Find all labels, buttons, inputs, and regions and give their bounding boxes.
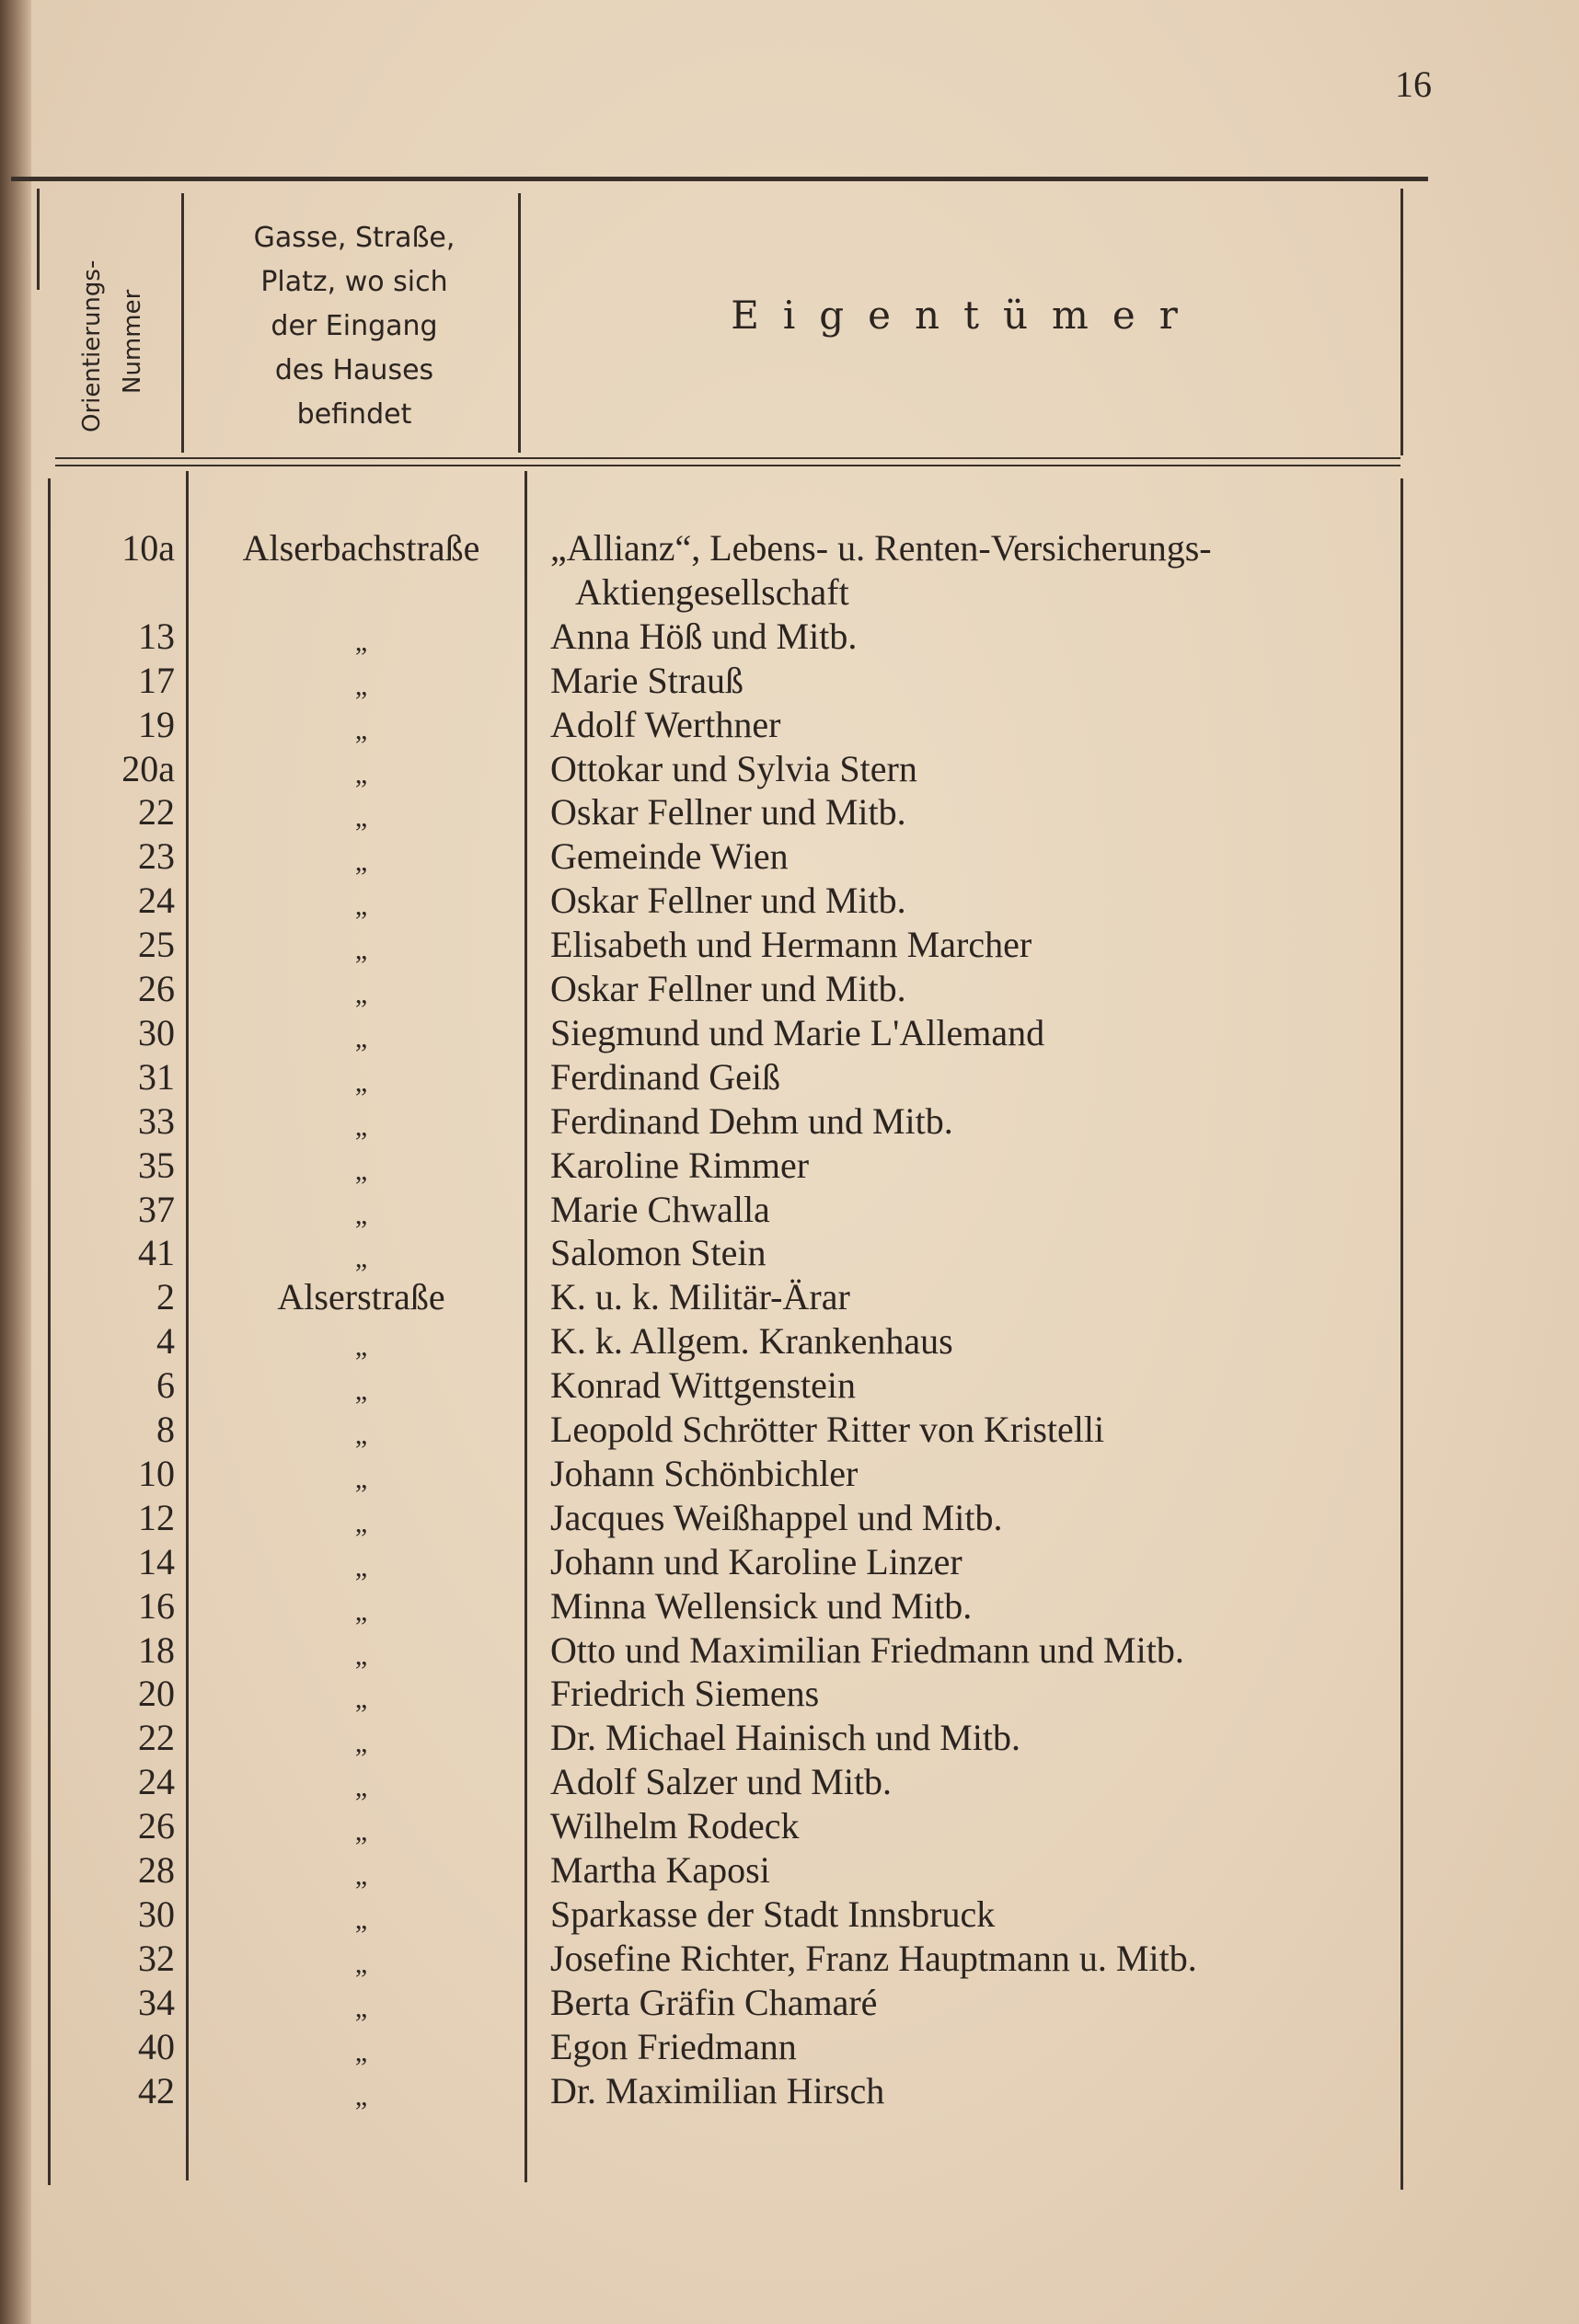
row-number: 23 (138, 835, 175, 878)
row-number: 12 (138, 1496, 175, 1538)
row-number: 37 (138, 1188, 175, 1230)
header-rule-top (55, 457, 1400, 459)
row-number: 22 (138, 791, 175, 834)
row-street: „ (354, 2080, 368, 2111)
row-street: „ (354, 714, 368, 745)
row-owner: Anna Höß und Mitb. (550, 615, 858, 657)
row-street: „ (354, 1684, 368, 1715)
row-number: 31 (138, 1055, 175, 1098)
header-number-line-1: Orientierungs- (78, 259, 106, 432)
row-number: 22 (138, 1717, 175, 1759)
row-number: 30 (138, 1011, 175, 1053)
row-owner: Adolf Salzer und Mitb. (550, 1761, 893, 1803)
row-owner: Karoline Rimmer (550, 1144, 810, 1186)
row-owner: Jacques Weißhappel und Mitb. (550, 1496, 1003, 1538)
row-owner: Siegmund und Marie L'Allemand (550, 1011, 1045, 1053)
row-street: „ (354, 1772, 368, 1803)
row-owner: Johann Schönbichler (550, 1452, 859, 1494)
row-number: 32 (138, 1937, 175, 1979)
row-owner: Oskar Fellner und Mitb. (550, 880, 906, 922)
body-divider-left (48, 478, 51, 2185)
row-owner: Salomon Stein (550, 1232, 766, 1274)
row-street: „ (354, 1728, 368, 1759)
row-number: 2 (156, 1276, 175, 1318)
row-street: Alserbachstraße (242, 527, 480, 569)
row-number: 33 (138, 1099, 175, 1142)
row-street: „ (354, 2036, 368, 2067)
row-street: „ (354, 1420, 368, 1450)
row-number: 18 (138, 1628, 175, 1671)
header-number-line-2: Nummer (119, 289, 146, 394)
row-street: „ (354, 1507, 368, 1538)
row-street: „ (354, 1639, 368, 1671)
row-street: „ (354, 1022, 368, 1053)
row-owner: Minna Wellensick und Mitb. (550, 1584, 973, 1627)
row-owner: Dr. Maximilian Hirsch (550, 2069, 885, 2111)
header-street-line: befindet (296, 398, 412, 431)
row-street: „ (354, 1463, 368, 1494)
header-divider-3 (518, 193, 521, 453)
row-owner: Marie Chwalla (550, 1188, 770, 1230)
row-number: 28 (138, 1849, 175, 1891)
row-street: „ (354, 1904, 368, 1935)
header-street-line: Platz, wo sich (260, 266, 448, 298)
row-owner: Elisabeth und Hermann Marcher (550, 924, 1032, 966)
header-street-line: Gasse, Straße, (253, 222, 455, 254)
row-owner: „Allianz“, Lebens- u. Renten-Versicherungs- (550, 527, 1212, 569)
header-street-line: der Eingang (271, 310, 438, 342)
row-number: 4 (156, 1320, 175, 1363)
body-divider-1 (186, 471, 189, 2180)
row-street: „ (354, 1992, 368, 2023)
row-owner: K. k. Allgem. Krankenhaus (550, 1320, 953, 1363)
row-owner: Gemeinde Wien (550, 835, 789, 878)
row-street: „ (354, 1110, 368, 1142)
row-owner: Wilhelm Rodeck (550, 1805, 800, 1847)
row-street: „ (354, 1551, 368, 1582)
row-street: „ (354, 670, 368, 701)
row-number: 17 (138, 659, 175, 701)
header-street-column (193, 216, 515, 437)
row-owner: Leopold Schrötter Ritter von Kristelli (550, 1409, 1105, 1450)
row-owner: Berta Gräfin Chamaré (550, 1981, 878, 2023)
row-number: 34 (138, 1981, 175, 2023)
header-rule-bottom (55, 465, 1400, 466)
row-number: 42 (138, 2069, 175, 2111)
row-number: 10 (138, 1452, 175, 1494)
row-number: 35 (138, 1144, 175, 1186)
row-owner: Adolf Werthner (550, 703, 781, 745)
row-number: 24 (138, 880, 175, 922)
row-street: „ (354, 626, 368, 657)
row-number: 30 (138, 1893, 175, 1935)
row-street: „ (354, 1375, 368, 1407)
row-owner: Egon Friedmann (550, 2025, 797, 2067)
row-owner: Dr. Michael Hainisch und Mitb. (550, 1717, 1021, 1759)
row-number: 20a (121, 747, 175, 789)
row-street: „ (354, 1155, 368, 1186)
row-number: 19 (138, 703, 175, 745)
row-number: 26 (138, 1805, 175, 1847)
body-divider-right (1400, 478, 1403, 2190)
header-owner-column: Eigentümer (731, 293, 1202, 338)
row-number: 20 (138, 1673, 175, 1715)
row-owner: Martha Kaposi (550, 1849, 770, 1891)
book-spine (0, 0, 31, 2324)
row-owner: Josefine Richter, Franz Hauptmann u. Mitb. (550, 1937, 1197, 1979)
header-street-line: des Hauses (274, 354, 434, 386)
row-owner: Aktiengesellschaft (575, 570, 849, 613)
row-number: 26 (138, 968, 175, 1009)
row-owner: K. u. k. Militär-Ärar (550, 1276, 850, 1318)
row-number: 14 (138, 1540, 175, 1582)
top-rule (11, 177, 1428, 181)
row-number: 10a (121, 527, 175, 569)
row-number: 8 (156, 1409, 175, 1450)
row-street: „ (354, 1595, 368, 1627)
row-number: 16 (138, 1584, 175, 1627)
page-number: 16 (1395, 63, 1432, 105)
row-number: 24 (138, 1761, 175, 1803)
row-owner: Friedrich Siemens (550, 1673, 820, 1715)
row-owner: Konrad Wittgenstein (550, 1364, 857, 1407)
header-number-column (72, 212, 182, 432)
row-street: „ (354, 1948, 368, 1979)
row-street: „ (354, 1860, 368, 1891)
row-street: „ (354, 1066, 368, 1098)
header-divider-1 (37, 189, 40, 290)
row-street: „ (354, 1816, 368, 1847)
row-number: 41 (138, 1232, 175, 1274)
row-owner: Oskar Fellner und Mitb. (550, 968, 906, 1009)
row-street: „ (354, 1331, 368, 1363)
row-street: „ (354, 802, 368, 834)
row-owner: Ottokar und Sylvia Stern (550, 747, 917, 789)
row-street: „ (354, 891, 368, 922)
row-owner: Oskar Fellner und Mitb. (550, 791, 906, 834)
row-owner: Ferdinand Dehm und Mitb. (550, 1099, 953, 1142)
row-number: 25 (138, 924, 175, 966)
row-owner: Marie Strauß (550, 659, 743, 701)
row-owner: Ferdinand Geiß (550, 1055, 780, 1098)
row-street: „ (354, 846, 368, 878)
row-owner: Sparkasse der Stadt Innsbruck (550, 1893, 996, 1935)
row-owner: Otto und Maximilian Friedmann und Mitb. (550, 1628, 1184, 1671)
row-street: Alserstraße (277, 1276, 445, 1318)
row-street: „ (354, 979, 368, 1009)
row-street: „ (354, 758, 368, 789)
row-owner: Johann und Karoline Linzer (550, 1540, 962, 1582)
row-street: „ (354, 935, 368, 966)
row-number: 40 (138, 2025, 175, 2067)
row-street: „ (354, 1243, 368, 1274)
row-street: „ (354, 1199, 368, 1230)
row-number: 13 (138, 615, 175, 657)
row-number: 6 (156, 1364, 175, 1407)
